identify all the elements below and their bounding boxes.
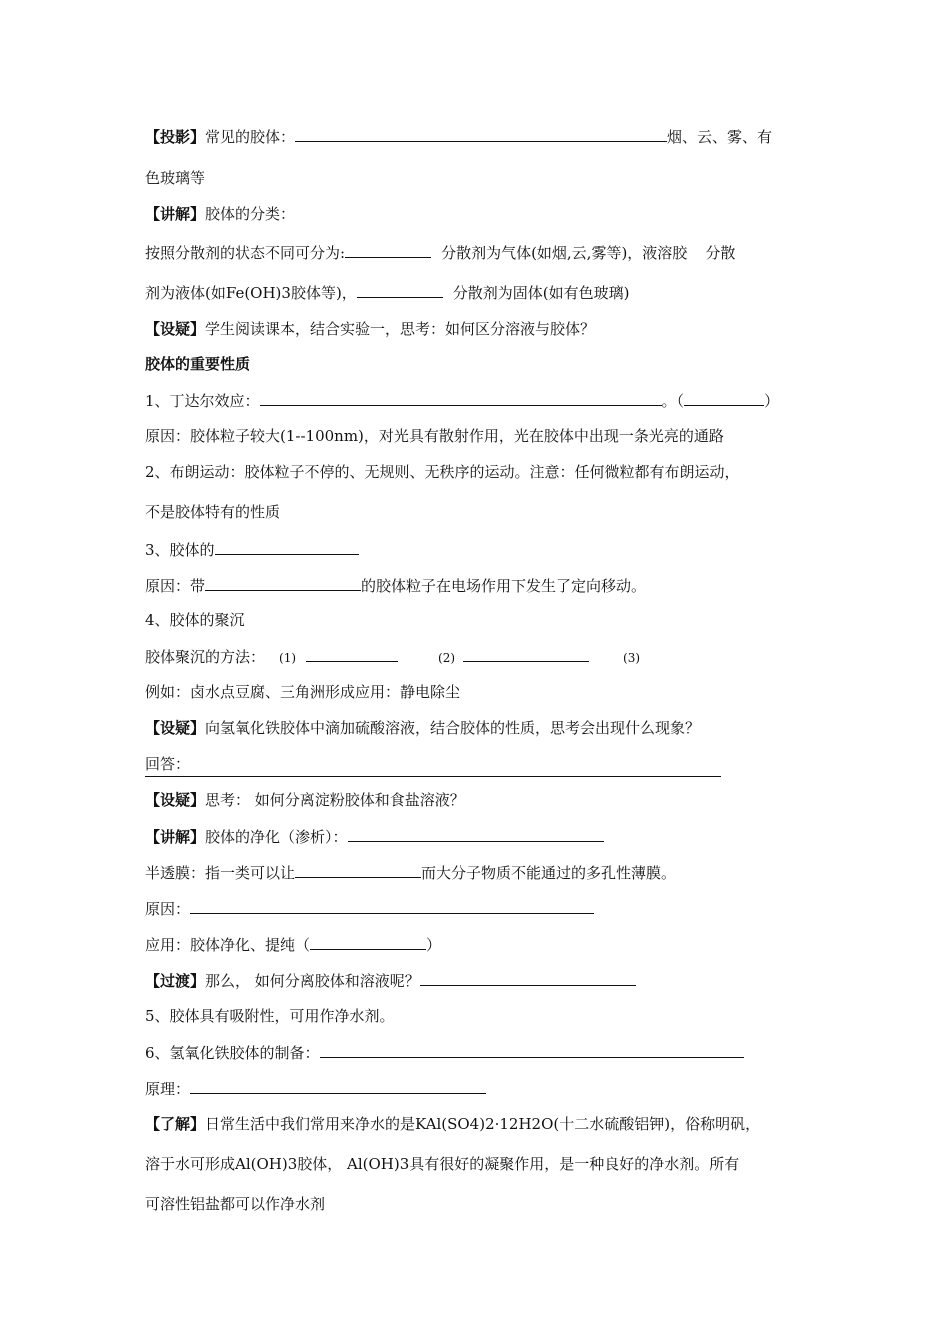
tag-explanation: 【讲解】 — [145, 205, 206, 223]
fill-blank[interactable] — [205, 573, 361, 591]
text: 例如：卤水点豆腐、三角洲形成应用：静电除尘 — [145, 683, 461, 701]
question-line — [145, 716, 700, 740]
text: 学生阅读课本，结合实验一，思考：如何区分溶液与胶体？ — [205, 320, 596, 338]
text: 应用：胶体净化、提纯（ — [145, 936, 311, 954]
text: 半透膜：指一类可以让 — [145, 864, 296, 882]
fill-blank[interactable] — [357, 280, 443, 298]
text: 分散剂为气体(如烟,云,雾等)，液溶胶 — [441, 244, 688, 262]
fill-blank[interactable] — [420, 968, 636, 986]
fill-blank[interactable] — [295, 124, 667, 142]
text: 原因：胶体粒子较大(1--100nm)，对光具有散射作用，光在胶体中出现一条光亮的通路 — [145, 427, 724, 445]
text-line — [145, 1076, 486, 1100]
text-line — [145, 573, 646, 597]
text-line — [145, 932, 441, 956]
text-line — [145, 1152, 739, 1176]
text: 溶于水可形成Al(OH)3胶体， Al(OH)3具有很好的凝聚作用，是一种良好的净水剂。所有 — [145, 1155, 740, 1173]
tag-question: 【设疑】 — [145, 320, 206, 338]
fill-blank[interactable] — [320, 1040, 744, 1058]
fill-blank[interactable] — [190, 896, 594, 914]
answer-line[interactable] — [145, 752, 721, 777]
text: 按照分散剂的状态不同可分为: — [145, 244, 346, 262]
text: 可溶性铝盐都可以作净水剂 — [145, 1195, 326, 1213]
tag-explanation: 【讲解】 — [145, 828, 206, 846]
text: 烟、云、雾、有 — [667, 128, 773, 146]
text-line — [145, 460, 740, 484]
text-line — [145, 424, 724, 448]
item-number: (1) — [279, 651, 297, 665]
text-line — [145, 860, 676, 884]
tag-question: 【设疑】 — [145, 719, 206, 737]
text: 胶体的分类： — [205, 205, 296, 223]
text: 不是胶体特有的性质 — [145, 503, 281, 521]
question-line — [145, 788, 465, 812]
text-line — [145, 1004, 395, 1028]
fill-blank[interactable] — [463, 644, 589, 662]
text-line — [145, 166, 205, 190]
text-line — [145, 1192, 325, 1216]
text: 回答： — [145, 755, 191, 773]
understand-line — [145, 1112, 760, 1136]
text: 。（ — [661, 392, 685, 410]
explanation-line — [145, 202, 295, 226]
text: 胶体的净化（渗析）： — [205, 828, 348, 846]
item-number: (2) — [438, 651, 456, 665]
text-line — [145, 608, 245, 632]
question-line — [145, 317, 595, 341]
text: 而大分子物质不能通过的多孔性薄膜。 — [421, 864, 677, 882]
projection-line — [145, 124, 772, 148]
text: 原因： — [145, 900, 191, 918]
text: 剂为液体(如Fe(OH)3胶体等)， — [145, 284, 357, 302]
text: 4、胶体的聚沉 — [145, 611, 245, 629]
fill-blank[interactable] — [190, 1076, 486, 1094]
text: 思考： 如何分离淀粉胶体和食盐溶液？ — [205, 791, 465, 809]
text: ） — [426, 936, 442, 954]
fill-blank[interactable] — [345, 240, 431, 258]
transition-line — [145, 968, 636, 992]
text-line — [145, 680, 460, 704]
text: 向氢氧化铁胶体中滴加硫酸溶液，结合胶体的性质，思考会出现什么现象？ — [205, 719, 701, 737]
text: 那么， 如何分离胶体和溶液呢？ — [205, 972, 420, 990]
fill-blank[interactable] — [215, 537, 359, 555]
fill-blank[interactable] — [306, 644, 398, 662]
text: 色玻璃等 — [145, 169, 206, 187]
tag-question: 【设疑】 — [145, 791, 206, 809]
text-line — [145, 1040, 744, 1064]
text-line — [145, 896, 594, 920]
text: 5、胶体具有吸附性，可用作净水剂。 — [145, 1007, 395, 1025]
item-number: (3) — [623, 651, 641, 665]
tag-understand: 【了解】 — [145, 1115, 206, 1133]
text: 原理： — [145, 1080, 191, 1098]
text: 分散剂为固体(如有色玻璃) — [452, 284, 630, 302]
text: 日常生活中我们常用来净水的是KAl(SO4)2·12H2O(十二水硫酸铝钾)，俗称明矾， — [205, 1115, 761, 1133]
text: 的胶体粒子在电场作用下发生了定向移动。 — [361, 577, 647, 595]
text: 胶体聚沉的方法： — [145, 648, 266, 666]
tag-projection: 【投影】 — [145, 128, 206, 146]
fill-blank[interactable] — [684, 388, 764, 406]
text: 2、布朗运动：胶体粒子不停的、无规则、无秩序的运动。注意：任何微粒都有布朗运动， — [145, 463, 740, 481]
fill-blank[interactable] — [295, 860, 421, 878]
section-heading: 胶体的重要性质 — [145, 355, 251, 373]
tag-transition: 【过渡】 — [145, 972, 206, 990]
text-line — [145, 280, 630, 304]
text: 6、氢氧化铁胶体的制备： — [145, 1044, 320, 1062]
text: 分散 — [705, 244, 736, 262]
fill-blank[interactable] — [348, 824, 604, 842]
text: 原因：带 — [145, 577, 206, 595]
text-line — [145, 240, 735, 264]
text-line — [145, 644, 640, 668]
text: 3、胶体的 — [145, 541, 215, 559]
text-line — [145, 388, 779, 412]
explanation-line — [145, 824, 604, 848]
fill-blank[interactable] — [310, 932, 426, 950]
text-line — [145, 500, 280, 524]
text: ） — [764, 392, 780, 410]
text: 常见的胶体： — [205, 128, 296, 146]
fill-blank[interactable] — [260, 388, 662, 406]
text-line — [145, 537, 359, 561]
text: 1、丁达尔效应： — [145, 392, 260, 410]
